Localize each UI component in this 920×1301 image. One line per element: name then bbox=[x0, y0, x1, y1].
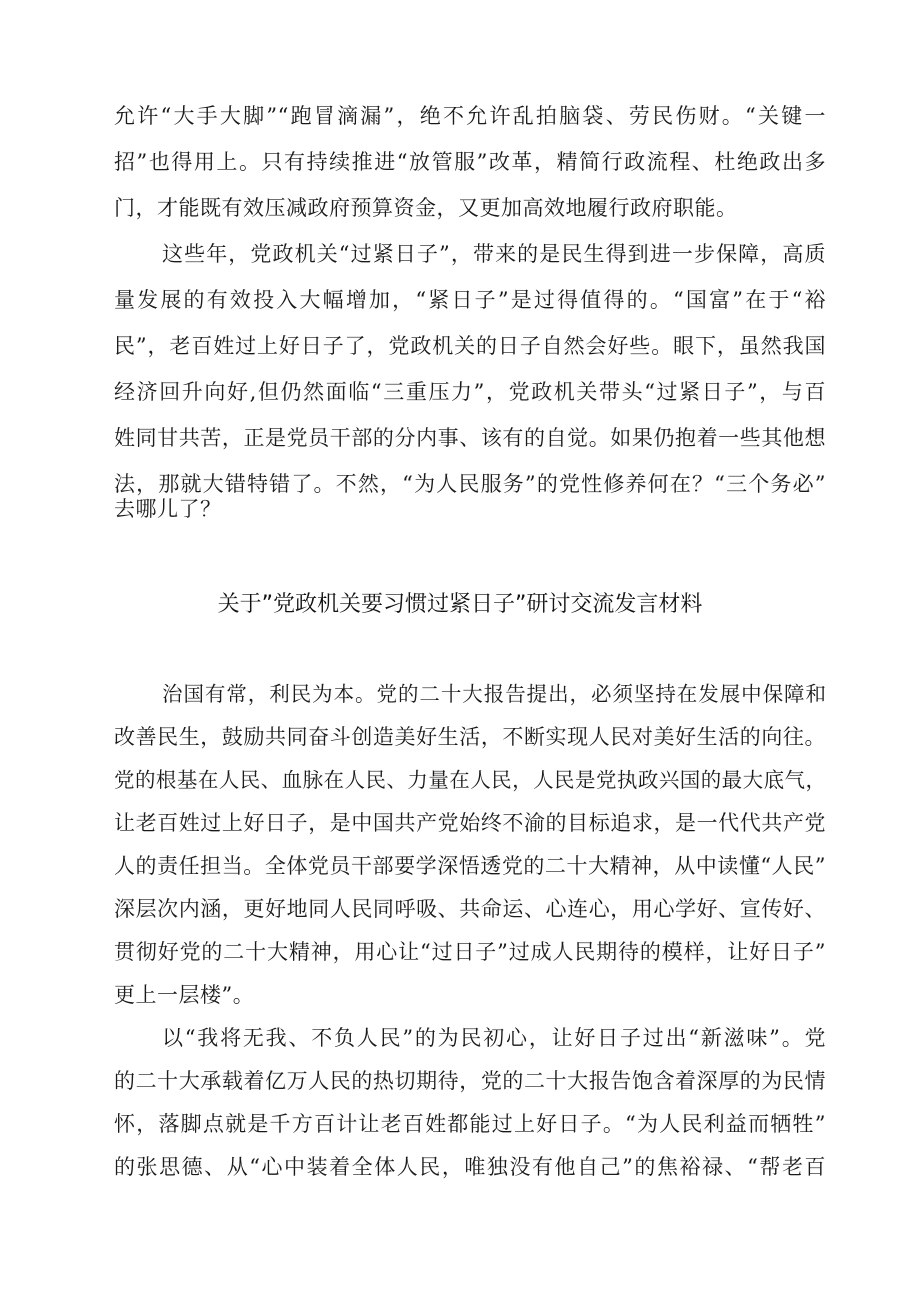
paragraph-line: 去哪儿了？ bbox=[114, 497, 222, 521]
paragraph-line: 的张思德、从“心中装着全体人民，唯独没有他自己”的焦裕禄、“帮老百 bbox=[114, 1155, 826, 1179]
paragraph-line: 允许“大手大脚”“跑冒滴漏”，绝不允许乱拍脑袋、劳民伤财。“关键一 bbox=[114, 104, 826, 128]
paragraph-line: 人的责任担当。全体党员干部要学深悟透党的二十大精神，从中读懂“人民” bbox=[114, 854, 826, 878]
paragraph-line: 民”，老百姓过上好日子了，党政机关的日子自然会好些。眼下，虽然我国 bbox=[114, 334, 826, 358]
paragraph-line: 以“我将无我、不负人民”的为民初心，让好日子过出“新滋味”。党 bbox=[162, 1026, 826, 1050]
paragraph-line: 怀，落脚点就是千方百计让老百姓都能过上好日子。“为人民利益而牺牲” bbox=[114, 1112, 826, 1136]
paragraph-line: 治国有常，利民为本。党的二十大报告提出，必须坚持在发展中保障和 bbox=[162, 682, 826, 706]
paragraph-line: 的二十大承载着亿万人民的热切期待，党的二十大报告饱含着深厚的为民情 bbox=[114, 1069, 826, 1093]
paragraph-line: 招”也得用上。只有持续推进“放管服”改革，精简行政流程、杜绝政出多 bbox=[114, 150, 826, 174]
paragraph-line: 门，才能既有效压减政府预算资金，又更加高效地履行政府职能。 bbox=[114, 196, 738, 220]
paragraph-line: 党的根基在人民、血脉在人民、力量在人民，人民是党执政兴国的最大底气， bbox=[114, 768, 826, 792]
paragraph-line: 改善民生，鼓励共同奋斗创造美好生活，不断实现人民对美好生活的向往。 bbox=[114, 725, 826, 749]
paragraph-line: 法，那就大错特错了。不然，“为人民服务”的党性修养何在？“三个务必” bbox=[114, 472, 826, 496]
paragraph-line: 经济回升向好,但仍然面临“三重压力”，党政机关带头“过紧日子”，与百 bbox=[114, 380, 826, 404]
paragraph-line: 姓同甘共苦，正是党员干部的分内事、该有的自觉。如果仍抱着一些其他想 bbox=[114, 426, 826, 450]
paragraph-line: 让老百姓过上好日子，是中国共产党始终不渝的目标追求，是一代代共产党 bbox=[114, 811, 826, 835]
paragraph-line: 贯彻好党的二十大精神，用心让“过日子”过成人民期待的模样，让好日子” bbox=[114, 940, 826, 964]
paragraph-line: 量发展的有效投入大幅增加，“紧日子”是过得值得的。“国富”在于“裕 bbox=[114, 288, 826, 312]
paragraph-line: 更上一层楼”。 bbox=[114, 983, 255, 1007]
paragraph-line: 深层次内涵，更好地同人民同呼吸、共命运、心连心，用心学好、宣传好、 bbox=[114, 897, 826, 921]
document-title: 关于”党政机关要习惯过紧日子”研讨交流发言材料 bbox=[217, 592, 703, 617]
paragraph-line: 这些年，党政机关“过紧日子”，带来的是民生得到进一步保障，高质 bbox=[162, 242, 826, 266]
